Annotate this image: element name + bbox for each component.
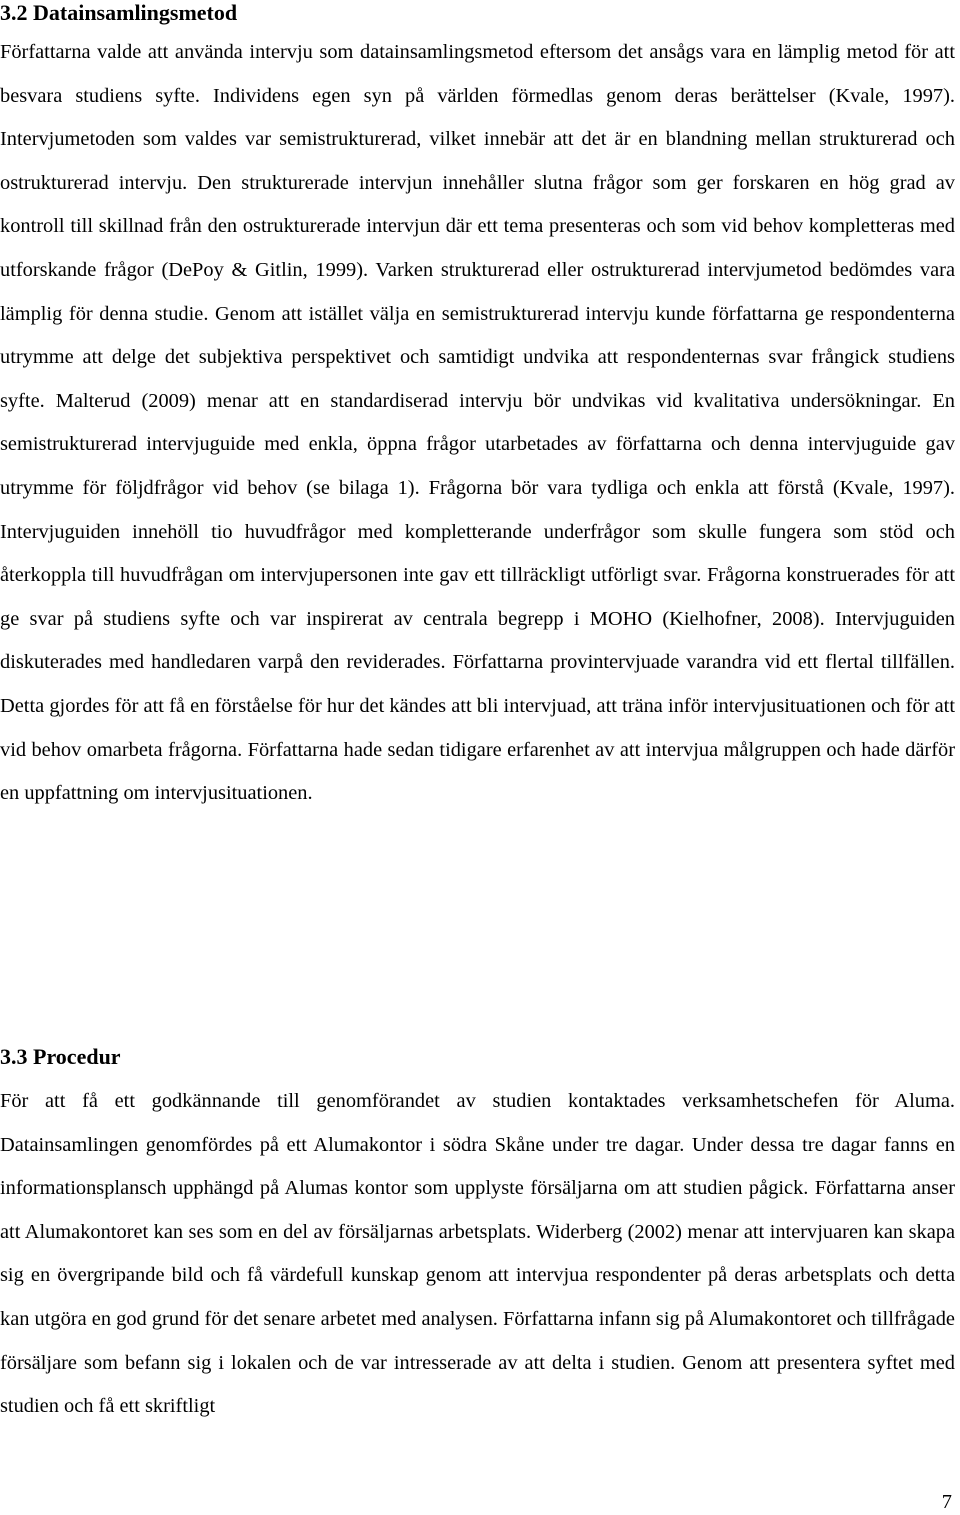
section-body-procedur: För att få ett godkännande till genomförandet av studien kontaktades verksamhetschefen för Aluma. Datainsamlingen genomfördes på ett Alumakontor i södra Skåne under tre dagar. Under dessa tre dagar fanns en informationsplansch upphängd på Alumas kontor som upplyste försäljarna om att studien pågick. Författarna anser att Alumakontoret kan ses som en del av försäljarnas arbetsplats. Widerberg (2002) menar att intervjuaren kan skapa sig en övergripande bild och få värdefull kunskap genom att intervjua respondenter på deras arbetsplats och detta kan utgöra en god grund för det senare arbetet med analysen. Författarna infann sig på Alumakontoret och tillfrågade försäljare som befann sig i lokalen och de var intresserade av att delta i studien. Genom att presentera syftet med studien och få ett skriftligt — [0, 1090, 955, 1418]
section-heading-datainsamlingsmetod: 3.2 Datainsamlingsmetod — [0, 0, 238, 25]
section-body-datainsamlingsmetod: Författarna valde att använda intervju som datainsamlingsmetod eftersom det ansågs vara en lämplig metod för att besvara studiens syfte. Individens egen syn på världen förmedlas genom deras berättelser (Kvale, 1997). Intervjumetoden som valdes var semistrukturerad, vilket innebär att det är en blandning mellan strukturerad och ostrukturerad intervju. Den strukturerade intervjun innehåller slutna frågor som ger forskaren en hög grad av kontroll till skillnad från den ostrukturerade intervjun där ett tema presenteras och som vid behov kompletteras med utforskande frågor (DePoy & Gitlin, 1999). Varken strukturerad eller ostrukturerad intervjumetod bedömdes vara lämplig för denna studie. Genom att istället välja en semistrukturerad intervju kunde författarna ge respondenterna utrymme att delge det subjektiva perspektivet och samtidigt undvika att respondenternas svar frångick studiens syfte. Malterud (2009) menar att en standardiserad intervju bör undvikas vid kvalitativa undersökningar. En semistrukturerad intervjuguide med enkla, öppna frågor utarbetades av författarna och denna intervjuguide gav utrymme för följdfrågor vid behov (se bilaga 1). Frågorna bör vara tydliga och enkla att förstå (Kvale, 1997). Intervjuguiden innehöll tio huvudfrågor med kompletterande underfrågor som skulle fungera som stöd och återkoppla till huvudfrågan om intervjupersonen inte gav ett tillräckligt utförligt svar. Frågorna konstruerades för att ge svar på studiens syfte och var inspirerat av centrala begrepp i MOHO (Kielhofner, 2008). Intervjuguiden diskuterades med handledaren varpå den reviderades. Författarna provintervjuade varandra vid ett flertal tillfällen. Detta gjordes för att få en förståelse för hur det kändes att bli intervjuad, att träna inför intervjusituationen och för att vid behov omarbeta frågorna. Författarna hade sedan tidigare erfarenhet av att intervjua målgruppen och hade därför en uppfattning om intervjusituationen. — [0, 41, 955, 805]
page-number: 7 — [941, 1491, 952, 1513]
section-heading-procedur: 3.3 Procedur — [0, 1044, 121, 1069]
